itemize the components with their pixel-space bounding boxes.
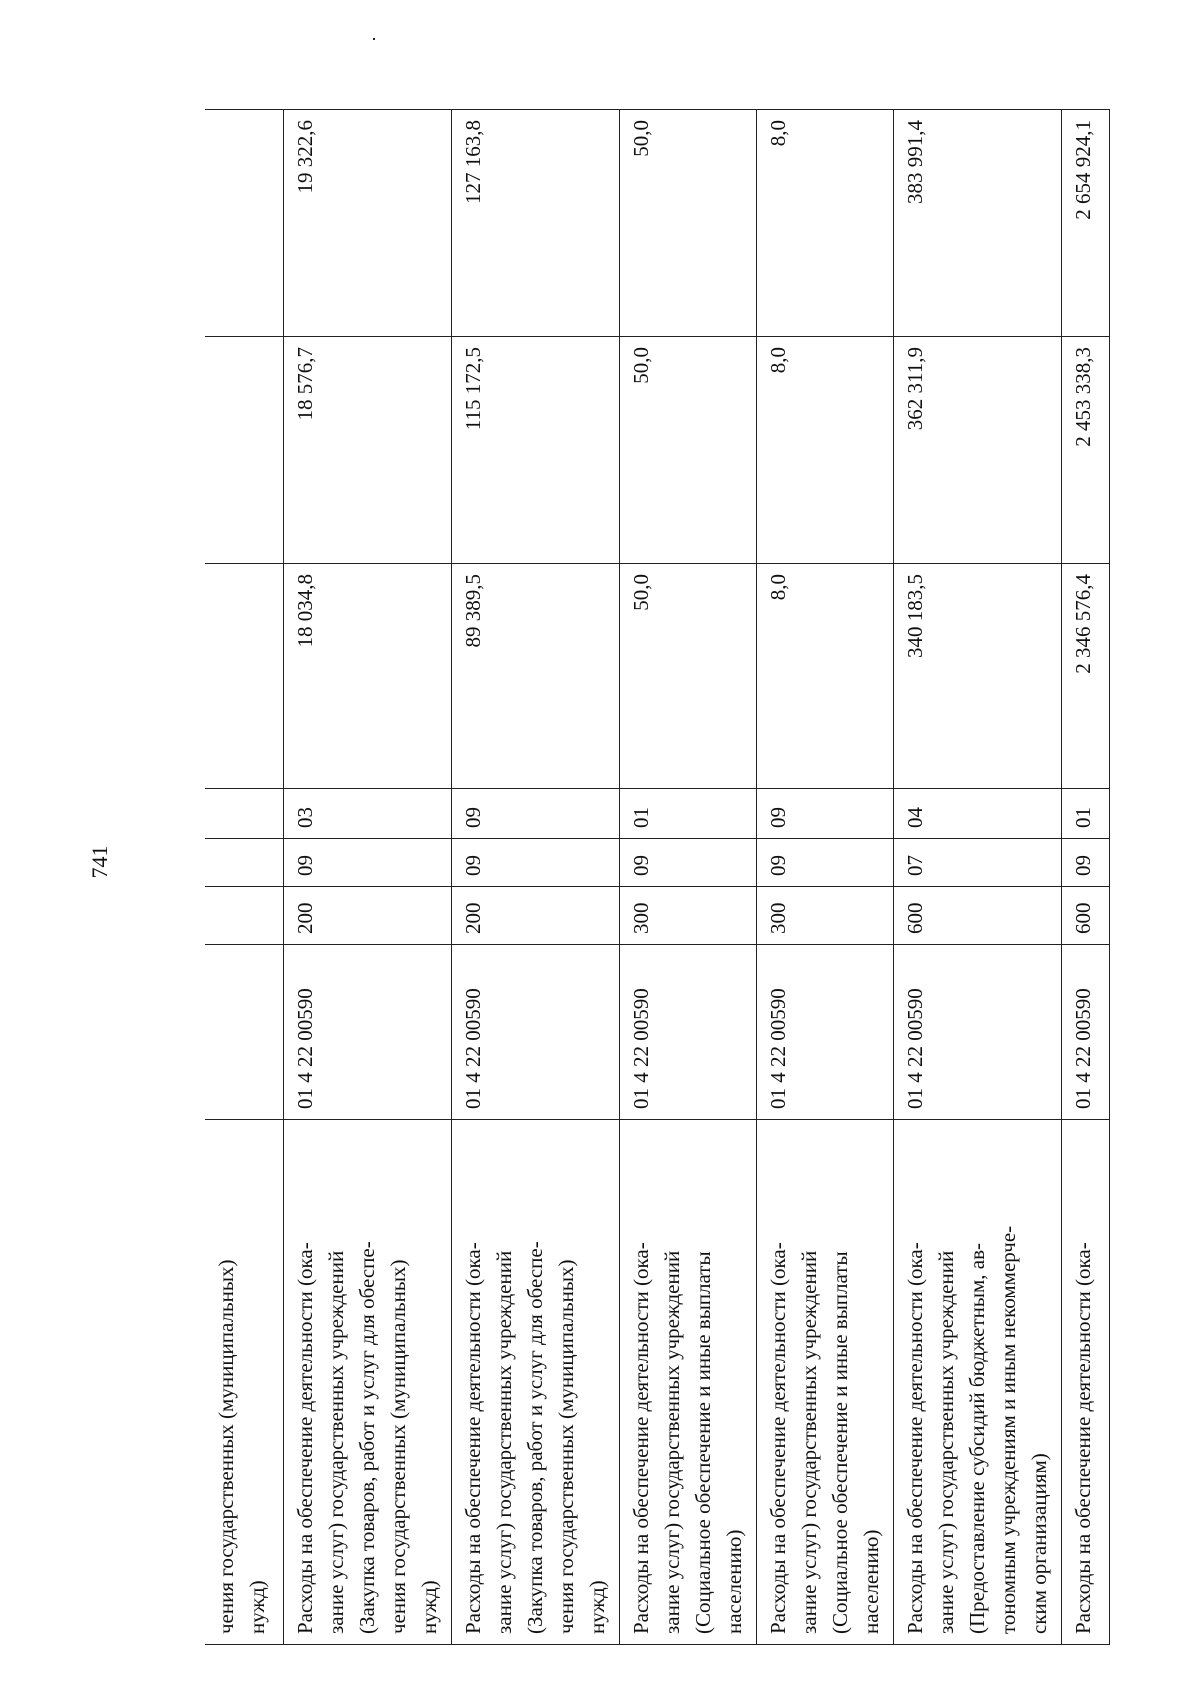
row-description: Расходы на обеспечение деятельности (ока- зание услуг) государственных учреждений (Предоставление субсидий бюджетным, ав- тономным учреждениям и иным некоммерче- ским организациям) — [893, 1120, 1061, 1645]
row-value-2: 2 453 338,3 — [1061, 337, 1109, 564]
row-value-2 — [205, 337, 283, 564]
row-csr: 01 4 22 00590 — [451, 945, 619, 1120]
row-csr: 01 4 22 00590 — [1061, 945, 1109, 1120]
row-value-1: 2 346 576,4 — [1061, 564, 1109, 789]
scan-speck — [373, 38, 375, 40]
row-vr: 200 — [283, 887, 451, 945]
row-value-2: 362 311,9 — [893, 337, 1061, 564]
row-pr: 03 — [283, 789, 451, 839]
row-pr — [205, 789, 283, 839]
row-rz — [205, 839, 283, 887]
row-pr: 04 — [893, 789, 1061, 839]
row-value-2: 50,0 — [619, 337, 756, 564]
row-pr: 01 — [619, 789, 756, 839]
rotated-table-wrapper — [205, 110, 1105, 1645]
row-vr — [205, 887, 283, 945]
row-description: Расходы на обеспечение деятельности (ока- зание услуг) государственных учреждений (Социальное обеспечение и иные выплаты населению) — [756, 1120, 893, 1645]
row-description: Расходы на обеспечение деятельности (ока- — [1061, 1120, 1109, 1645]
row-pr: 01 — [1061, 789, 1109, 839]
row-value-2: 18 576,7 — [283, 337, 451, 564]
table-row — [1061, 110, 1109, 1645]
table-row — [283, 110, 451, 1645]
budget-table — [205, 109, 1110, 1645]
row-vr: 300 — [619, 887, 756, 945]
row-value-3: 8,0 — [756, 110, 893, 337]
row-description: Расходы на обеспечение деятельности (ока- зание услуг) государственных учреждений (Социальное обеспечение и иные выплаты населению) — [619, 1120, 756, 1645]
row-value-2: 115 172,5 — [451, 337, 619, 564]
row-vr: 300 — [756, 887, 893, 945]
row-value-1: 8,0 — [756, 564, 893, 789]
row-value-1: 89 389,5 — [451, 564, 619, 789]
row-rz: 07 — [893, 839, 1061, 887]
row-vr: 600 — [893, 887, 1061, 945]
row-rz: 09 — [1061, 839, 1109, 887]
row-rz: 09 — [451, 839, 619, 887]
row-vr: 200 — [451, 887, 619, 945]
table-row — [205, 110, 283, 1645]
row-value-3: 127 163,8 — [451, 110, 619, 337]
row-pr: 09 — [756, 789, 893, 839]
row-value-2: 8,0 — [756, 337, 893, 564]
row-csr: 01 4 22 00590 — [283, 945, 451, 1120]
row-value-3: 2 654 924,1 — [1061, 110, 1109, 337]
page-number: 741 — [87, 845, 112, 879]
row-pr: 09 — [451, 789, 619, 839]
row-value-3 — [205, 110, 283, 337]
row-description: Расходы на обеспечение деятельности (ока- зание услуг) государственных учреждений (Закупка товаров, работ и услуг для обеспе- чения государственных (муниципальных) нужд) — [451, 1120, 619, 1645]
row-rz: 09 — [283, 839, 451, 887]
row-value-1 — [205, 564, 283, 789]
row-value-3: 19 322,6 — [283, 110, 451, 337]
row-value-1: 50,0 — [619, 564, 756, 789]
table-row — [451, 110, 619, 1645]
row-description: Расходы на обеспечение деятельности (ока- зание услуг) государственных учреждений (Закупка товаров, работ и услуг для обеспе- чения государственных (муниципальных) нужд) — [283, 1120, 451, 1645]
row-csr: 01 4 22 00590 — [619, 945, 756, 1120]
row-value-3: 383 991,4 — [893, 110, 1061, 337]
table-row — [756, 110, 893, 1645]
row-csr: 01 4 22 00590 — [893, 945, 1061, 1120]
row-csr: 01 4 22 00590 — [756, 945, 893, 1120]
row-rz: 09 — [756, 839, 893, 887]
row-value-1: 340 183,5 — [893, 564, 1061, 789]
table-row — [893, 110, 1061, 1645]
row-csr — [205, 945, 283, 1120]
row-rz: 09 — [619, 839, 756, 887]
row-value-1: 18 034,8 — [283, 564, 451, 789]
row-value-3: 50,0 — [619, 110, 756, 337]
row-description: чения государственных (муниципальных) нужд) — [205, 1120, 283, 1645]
table-row — [619, 110, 756, 1645]
row-vr: 600 — [1061, 887, 1109, 945]
